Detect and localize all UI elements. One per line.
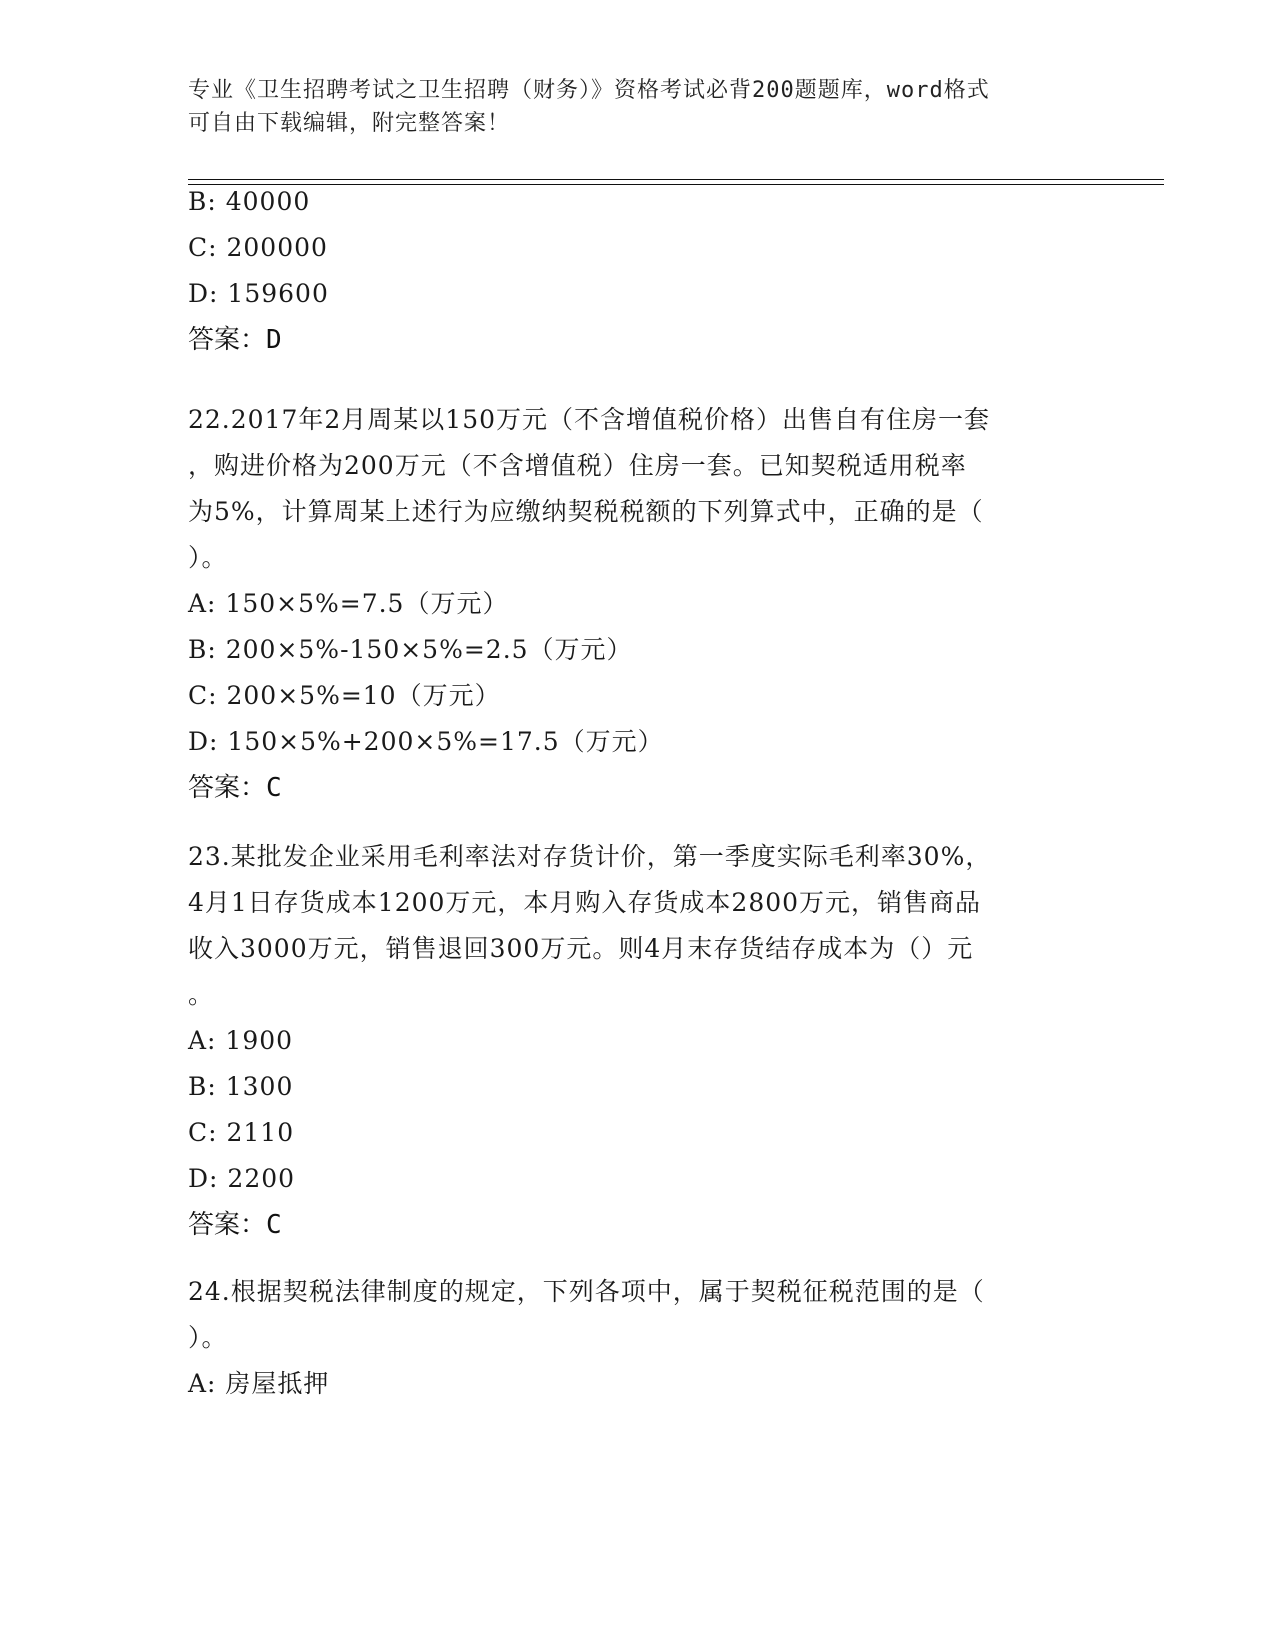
option-d: D: 150×5%+200×5%=17.5（万元） xyxy=(188,727,664,756)
option-b: B: 1300 xyxy=(188,1072,294,1101)
answer-line: 答案：C xyxy=(188,1210,282,1240)
answer-line: 答案：D xyxy=(188,325,282,355)
header-line-2: 可自由下载编辑，附完整答案！ xyxy=(188,111,511,136)
question-stem-line: 23.某批发企业采用毛利率法对存货计价，第一季度实际毛利率30%， xyxy=(188,842,992,871)
option-a: A: 1900 xyxy=(188,1026,294,1055)
option-a: A: 房屋抵押 xyxy=(188,1369,330,1398)
question-stem-line: 24.根据契税法律制度的规定，下列各项中，属于契税征税范围的是（ xyxy=(188,1277,985,1306)
option-d: D: 159600 xyxy=(188,279,329,308)
question-stem-line: ，购进价格为200万元（不含增值税）住房一套。已知契税适用税率 xyxy=(188,451,967,480)
option-a: A: 150×5%=7.5（万元） xyxy=(188,589,509,618)
answer-line: 答案：C xyxy=(188,773,282,803)
question-stem-line: 4月1日存货成本1200万元，本月购入存货成本2800万元，销售商品 xyxy=(188,888,982,917)
question-21-tail xyxy=(188,179,1088,363)
option-d: D: 2200 xyxy=(188,1164,296,1193)
option-b: B: 40000 xyxy=(188,187,311,216)
header-line-1: 专业《卫生招聘考试之卫生招聘（财务）》资格考试必背200题题库，word格式 xyxy=(188,78,990,103)
question-stem-line: 22.2017年2月周某以150万元（不含增值税价格）出售自有住房一套 xyxy=(188,405,991,434)
option-c: C: 2110 xyxy=(188,1118,295,1147)
question-24 xyxy=(188,1269,1088,1407)
option-b: B: 200×5%-150×5%=2.5（万元） xyxy=(188,635,633,664)
question-23 xyxy=(188,834,1088,1248)
question-stem-line: ）。 xyxy=(188,543,228,572)
question-22 xyxy=(188,397,1088,811)
option-c: C: 200×5%=10（万元） xyxy=(188,681,501,710)
question-stem-line: 为5%，计算周某上述行为应缴纳契税税额的下列算式中，正确的是（ xyxy=(188,497,984,526)
document-header xyxy=(188,74,1088,140)
question-stem-line: 。 xyxy=(188,980,215,1009)
option-c: C: 200000 xyxy=(188,233,328,262)
question-stem-line: 收入3000万元，销售退回300万元。则4月末存货结存成本为（）元 xyxy=(188,934,974,963)
question-stem-line: ）。 xyxy=(188,1323,228,1352)
